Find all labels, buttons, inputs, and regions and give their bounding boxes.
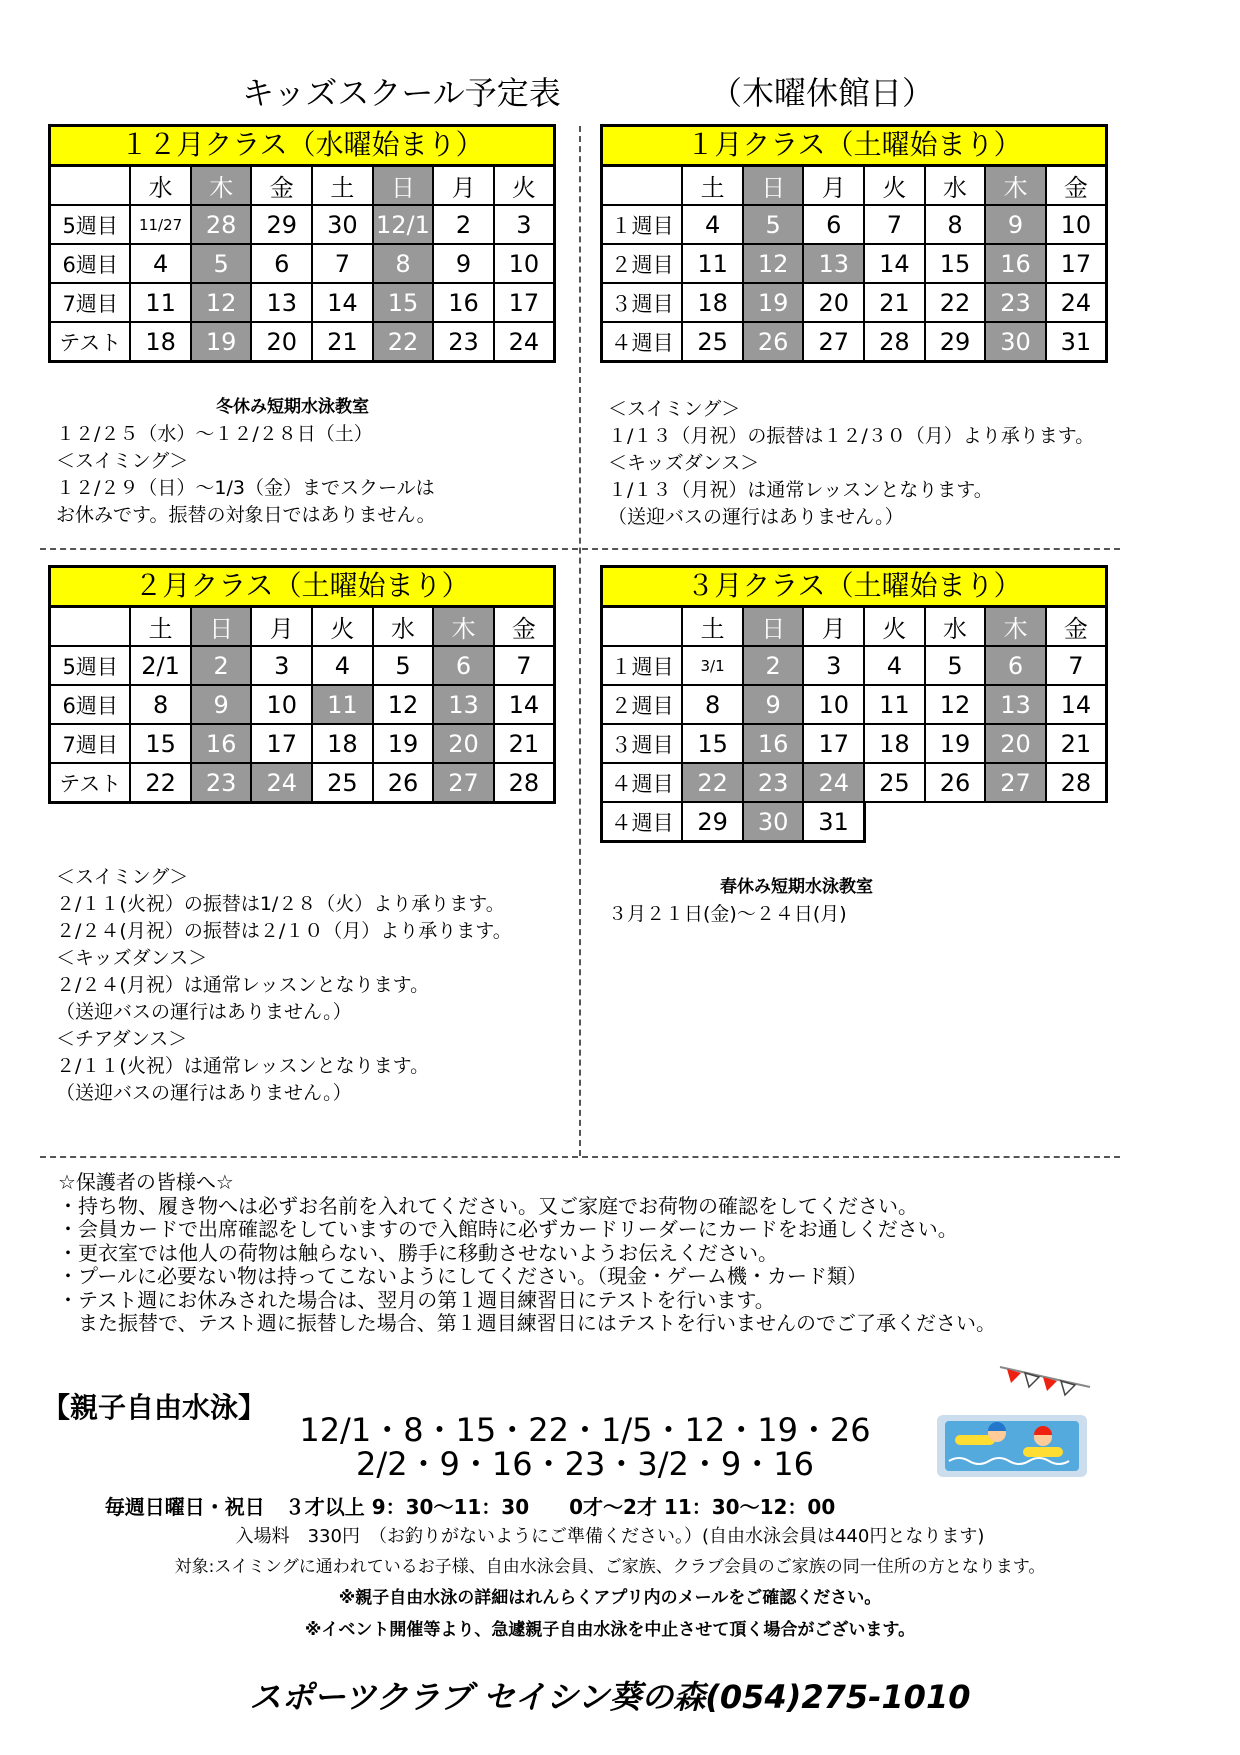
corner-cell (602, 166, 683, 206)
week-label: １週目 (602, 646, 683, 685)
date-cell: 10 (251, 685, 312, 724)
date-cell: 20 (985, 724, 1046, 763)
date-cell: 7 (1046, 646, 1107, 685)
date-cell: 12/1 (373, 205, 434, 244)
calendar-february (48, 565, 556, 804)
date-cell: 20 (251, 322, 312, 362)
date-cell: 14 (312, 283, 373, 322)
date-cell: 25 (312, 763, 373, 803)
date-cell: 26 (925, 763, 986, 802)
weekday-cell: 水 (130, 166, 191, 206)
date-cell: 10 (1046, 205, 1107, 244)
week-row (50, 322, 555, 362)
week-label: ４週目 (602, 763, 683, 802)
date-cell: 13 (803, 244, 864, 283)
date-cell: 8 (682, 685, 743, 724)
date-cell: 2/1 (130, 646, 191, 685)
date-cell: 29 (925, 322, 986, 362)
date-cell: 23 (743, 763, 804, 802)
date-cell: 18 (864, 724, 925, 763)
week-row (602, 802, 1107, 842)
title-sub: （木曜休館日） (710, 74, 935, 112)
date-cell: 3 (494, 205, 555, 244)
week-label: 7週目 (50, 724, 131, 763)
date-cell: 21 (864, 283, 925, 322)
note-line: １２/２５（水）～１２/２８日（土） (56, 423, 373, 445)
date-cell: 14 (1046, 685, 1107, 724)
calendar-january (600, 124, 1108, 363)
calendar-header: １２月クラス（水曜始まり） (48, 124, 556, 164)
guardian-line: ・会員カードで出席確認をしていますので入館時に必ずカードリーダーにカードをお通しください。 (58, 1217, 958, 1241)
date-cell: 9 (743, 685, 804, 724)
date-cell: 3/1 (682, 646, 743, 685)
weekday-cell: 日 (373, 166, 434, 206)
date-cell: 9 (985, 205, 1046, 244)
date-cell: 6 (251, 244, 312, 283)
date-cell: 19 (191, 322, 252, 362)
week-label: テスト (50, 763, 131, 803)
date-cell: 16 (191, 724, 252, 763)
date-cell: 25 (682, 322, 743, 362)
weekday-cell: 金 (251, 166, 312, 206)
date-cell: 12 (373, 685, 434, 724)
date-cell: 20 (433, 724, 494, 763)
weekday-cell: 水 (925, 166, 986, 206)
week-row (50, 283, 555, 322)
week-label: 7週目 (50, 283, 131, 322)
weekday-cell: 金 (1046, 166, 1107, 206)
calendar-table (600, 605, 1108, 843)
notes-heading: 春休み短期水泳教室 (720, 877, 873, 897)
vertical-divider (579, 126, 581, 1156)
weekday-cell: 月 (251, 607, 312, 647)
date-cell: 6 (803, 205, 864, 244)
date-cell: 2 (433, 205, 494, 244)
date-cell: 24 (1046, 283, 1107, 322)
week-label: 5週目 (50, 646, 131, 685)
date-cell: 30 (985, 322, 1046, 362)
date-cell: 11 (864, 685, 925, 724)
date-cell: 6 (985, 646, 1046, 685)
empty-space (864, 802, 1106, 842)
date-cell: 25 (864, 763, 925, 802)
date-cell: 18 (682, 283, 743, 322)
note-line: ２/１１(火祝）は通常レッスンとなります。 (56, 1055, 430, 1077)
date-cell: 28 (494, 763, 555, 803)
date-cell: 28 (191, 205, 252, 244)
date-cell: 5 (373, 646, 434, 685)
date-cell: 24 (803, 763, 864, 802)
weekday-cell: 木 (433, 607, 494, 647)
date-cell: 5 (925, 646, 986, 685)
date-cell: 29 (251, 205, 312, 244)
date-cell: 27 (803, 322, 864, 362)
date-cell: 14 (864, 244, 925, 283)
date-cell: 27 (985, 763, 1046, 802)
note-line: ２/２４(月祝）の振替は２/１０（月）より承ります。 (56, 920, 512, 942)
date-cell: 17 (1046, 244, 1107, 283)
note-line: １/１３（月祝）の振替は１２/３０（月）より承ります。 (608, 425, 1095, 447)
corner-cell (50, 607, 131, 647)
date-cell: 19 (925, 724, 986, 763)
date-cell: 24 (494, 322, 555, 362)
date-cell: 9 (191, 685, 252, 724)
date-cell: 12 (925, 685, 986, 724)
date-cell: 11/27 (130, 205, 191, 244)
guardian-line: ・テスト週にお休みされた場合は、翌月の第１週目練習日にテストを行います。 (58, 1287, 775, 1312)
note-line: （送迎バスの運行はありません。） (608, 506, 904, 528)
date-cell: 4 (130, 244, 191, 283)
note-line: １２/２９（日）～1/3（金）までスクールは (56, 477, 435, 499)
date-cell: 13 (433, 685, 494, 724)
weekday-cell: 月 (803, 166, 864, 206)
date-cell: 31 (803, 802, 864, 842)
weekday-cell: 日 (743, 607, 804, 647)
date-cell: 28 (864, 322, 925, 362)
date-cell: 16 (985, 244, 1046, 283)
date-cell: 3 (803, 646, 864, 685)
date-cell: 8 (373, 244, 434, 283)
week-row (602, 205, 1107, 244)
date-cell: 7 (864, 205, 925, 244)
date-cell: 12 (743, 244, 804, 283)
date-cell: 22 (373, 322, 434, 362)
week-row (50, 724, 555, 763)
week-row (602, 283, 1107, 322)
date-cell: 23 (191, 763, 252, 803)
week-label: ２週目 (602, 685, 683, 724)
week-label: 6週目 (50, 685, 131, 724)
date-cell: 21 (312, 322, 373, 362)
note-line: ＜スイミング＞ (608, 398, 741, 420)
date-cell: 29 (682, 802, 743, 842)
weekday-cell: 木 (985, 607, 1046, 647)
date-cell: 16 (743, 724, 804, 763)
week-row (602, 685, 1107, 724)
note-line: ２/１１(火祝）の振替は1/２８（火）より承ります。 (56, 893, 505, 915)
weekday-cell: 火 (312, 607, 373, 647)
week-row (50, 205, 555, 244)
weekday-cell: 土 (682, 607, 743, 647)
week-label: ４週目 (602, 802, 683, 842)
note-line: ＜スイミング＞ (56, 450, 189, 472)
calendar-march (600, 565, 1108, 843)
date-cell: 9 (433, 244, 494, 283)
free-swim-fee: 入場料 330円 （お釣りがないようにご準備ください。）(自由水泳会員は440円となります) (235, 1526, 985, 1547)
note-line: ＜チアダンス＞ (56, 1028, 188, 1050)
notes-march (608, 874, 873, 928)
date-cell: 30 (312, 205, 373, 244)
calendar-header: ３月クラス（土曜始まり） (600, 565, 1108, 605)
date-cell: 11 (130, 283, 191, 322)
week-label: 6週目 (50, 244, 131, 283)
date-cell: 22 (682, 763, 743, 802)
date-cell: 13 (251, 283, 312, 322)
note-line: ＜キッズダンス＞ (608, 452, 760, 474)
weekday-cell: 水 (373, 607, 434, 647)
week-row (50, 685, 555, 724)
note-line: （送迎バスの運行はありません。） (56, 1001, 352, 1023)
week-row (602, 322, 1107, 362)
title-main: キッズスクール予定表 (242, 74, 561, 112)
note-line: １/１３（月祝）は通常レッスンとなります。 (608, 479, 993, 501)
date-cell: 22 (925, 283, 986, 322)
corner-cell (602, 607, 683, 647)
date-cell: 10 (494, 244, 555, 283)
date-cell: 6 (433, 646, 494, 685)
date-cell: 14 (494, 685, 555, 724)
note-line: ＜スイミング＞ (56, 866, 189, 888)
weekday-row (602, 607, 1107, 647)
weekday-cell: 日 (743, 166, 804, 206)
free-swim-target: 対象:スイミングに通われているお子様、自由水泳会員、ご家族、クラブ会員のご家族の同一住所の方となります。 (174, 1557, 1046, 1577)
date-cell: 30 (743, 802, 804, 842)
guardian-line: ・プールに必要ない物は持ってこないようにしてください。（現金・ゲーム機・カード類） (58, 1264, 867, 1288)
guardian-line: また振替で、テスト週に振替した場合、第１週目練習日にはテストを行いませんのでご了承ください。 (58, 1311, 996, 1335)
date-cell: 28 (1046, 763, 1107, 802)
week-label: ３週目 (602, 724, 683, 763)
date-cell: 2 (743, 646, 804, 685)
date-cell: 26 (743, 322, 804, 362)
week-row (602, 763, 1107, 802)
date-cell: 5 (191, 244, 252, 283)
weekday-cell: 水 (925, 607, 986, 647)
date-cell: 7 (312, 244, 373, 283)
weekday-cell: 土 (130, 607, 191, 647)
week-label: 5週目 (50, 205, 131, 244)
weekday-cell: 火 (864, 166, 925, 206)
page-title (0, 64, 1240, 112)
note-line: ＜キッズダンス＞ (56, 947, 208, 969)
date-cell: 27 (433, 763, 494, 803)
calendar-header: １月クラス（土曜始まり） (600, 124, 1108, 164)
week-row (602, 244, 1107, 283)
date-cell: 4 (864, 646, 925, 685)
calendar-table (48, 605, 556, 804)
note-line: ２/２４(月祝）は通常レッスンとなります。 (56, 974, 430, 996)
date-cell: 18 (130, 322, 191, 362)
guardian-notice (58, 1171, 996, 1336)
weekday-cell: 金 (1046, 607, 1107, 647)
week-row (602, 724, 1107, 763)
guardian-heading: ☆保護者の皆様へ☆ (58, 1170, 234, 1194)
week-row (50, 244, 555, 283)
free-swim-schedule: 毎週日曜日・祝日 ３才以上 9：30～11：30 0才～2才 11：30～12：00 (104, 1495, 836, 1519)
date-cell: 19 (743, 283, 804, 322)
guardian-line: ・持ち物、履き物へは必ずお名前を入れてください。又ご家庭でお荷物の確認をしてください。 (58, 1193, 918, 1218)
date-cell: 26 (373, 763, 434, 803)
weekday-cell: 木 (985, 166, 1046, 206)
footer-contact: スポーツクラブ セイシン葵の森(054)275-1010 (249, 1678, 971, 1716)
weekday-cell: 木 (191, 166, 252, 206)
week-row (602, 646, 1107, 685)
notes-january (608, 396, 1094, 531)
week-label: ３週目 (602, 283, 683, 322)
date-cell: 17 (803, 724, 864, 763)
date-cell: 19 (373, 724, 434, 763)
notes-february (56, 864, 512, 1107)
free-swim-dates-2: 2/2・9・16・23・3/2・9・16 (356, 1445, 814, 1483)
date-cell: 2 (191, 646, 252, 685)
free-swim-dates-1: 12/1・8・15・22・1/5・12・19・26 (299, 1411, 871, 1449)
note-line: ３月２１日(金)～２４日(月) (608, 903, 847, 925)
weekday-row (602, 166, 1107, 206)
date-cell: 8 (925, 205, 986, 244)
date-cell: 23 (985, 283, 1046, 322)
date-cell: 8 (130, 685, 191, 724)
date-cell: 7 (494, 646, 555, 685)
date-cell: 23 (433, 322, 494, 362)
date-cell: 31 (1046, 322, 1107, 362)
date-cell: 24 (251, 763, 312, 803)
weekday-cell: 土 (682, 166, 743, 206)
weekday-row (50, 607, 555, 647)
free-swim-notice-app: ※親子自由水泳の詳細はれんらくアプリ内のメールをご確認ください。 (338, 1588, 882, 1608)
weekday-row (50, 166, 555, 206)
weekday-cell: 土 (312, 166, 373, 206)
notes-heading: 冬休み短期水泳教室 (216, 397, 369, 417)
note-line: お休みです。振替の対象日ではありません。 (56, 504, 436, 526)
week-label: １週目 (602, 205, 683, 244)
date-cell: 4 (312, 646, 373, 685)
date-cell: 15 (682, 724, 743, 763)
weekday-cell: 金 (494, 607, 555, 647)
bottom-divider (40, 1156, 1120, 1158)
calendar-table (48, 164, 556, 363)
date-cell: 11 (312, 685, 373, 724)
calendar-table (600, 164, 1108, 363)
date-cell: 18 (312, 724, 373, 763)
free-swim-notice-cancel: ※イベント開催等より、急遽親子自由水泳を中止させて頂く場合がございます。 (304, 1620, 916, 1640)
week-row (50, 646, 555, 685)
guardian-line: ・更衣室では他人の荷物は触らない、勝手に移動させないようお伝えください。 (58, 1240, 778, 1265)
date-cell: 22 (130, 763, 191, 803)
weekday-cell: 火 (864, 607, 925, 647)
date-cell: 15 (925, 244, 986, 283)
calendar-header: ２月クラス（土曜始まり） (48, 565, 556, 605)
date-cell: 17 (494, 283, 555, 322)
middle-divider (40, 548, 1120, 550)
weekday-cell: 日 (191, 607, 252, 647)
date-cell: 5 (743, 205, 804, 244)
date-cell: 11 (682, 244, 743, 283)
weekday-cell: 月 (433, 166, 494, 206)
calendar-december (48, 124, 556, 363)
weekday-cell: 火 (494, 166, 555, 206)
notes-december (56, 394, 436, 529)
pool-illustration-icon (925, 1365, 1095, 1485)
week-label: ２週目 (602, 244, 683, 283)
date-cell: 10 (803, 685, 864, 724)
week-label: テスト (50, 322, 131, 362)
corner-cell (50, 166, 131, 206)
date-cell: 4 (682, 205, 743, 244)
date-cell: 21 (494, 724, 555, 763)
date-cell: 12 (191, 283, 252, 322)
free-swim-title: 【親子自由水泳】 (42, 1391, 267, 1424)
note-line: （送迎バスの運行はありません。） (56, 1082, 352, 1104)
week-row (50, 763, 555, 803)
date-cell: 17 (251, 724, 312, 763)
week-label: ４週目 (602, 322, 683, 362)
date-cell: 15 (130, 724, 191, 763)
date-cell: 13 (985, 685, 1046, 724)
date-cell: 21 (1046, 724, 1107, 763)
date-cell: 15 (373, 283, 434, 322)
weekday-cell: 月 (803, 607, 864, 647)
date-cell: 16 (433, 283, 494, 322)
date-cell: 20 (803, 283, 864, 322)
date-cell: 3 (251, 646, 312, 685)
